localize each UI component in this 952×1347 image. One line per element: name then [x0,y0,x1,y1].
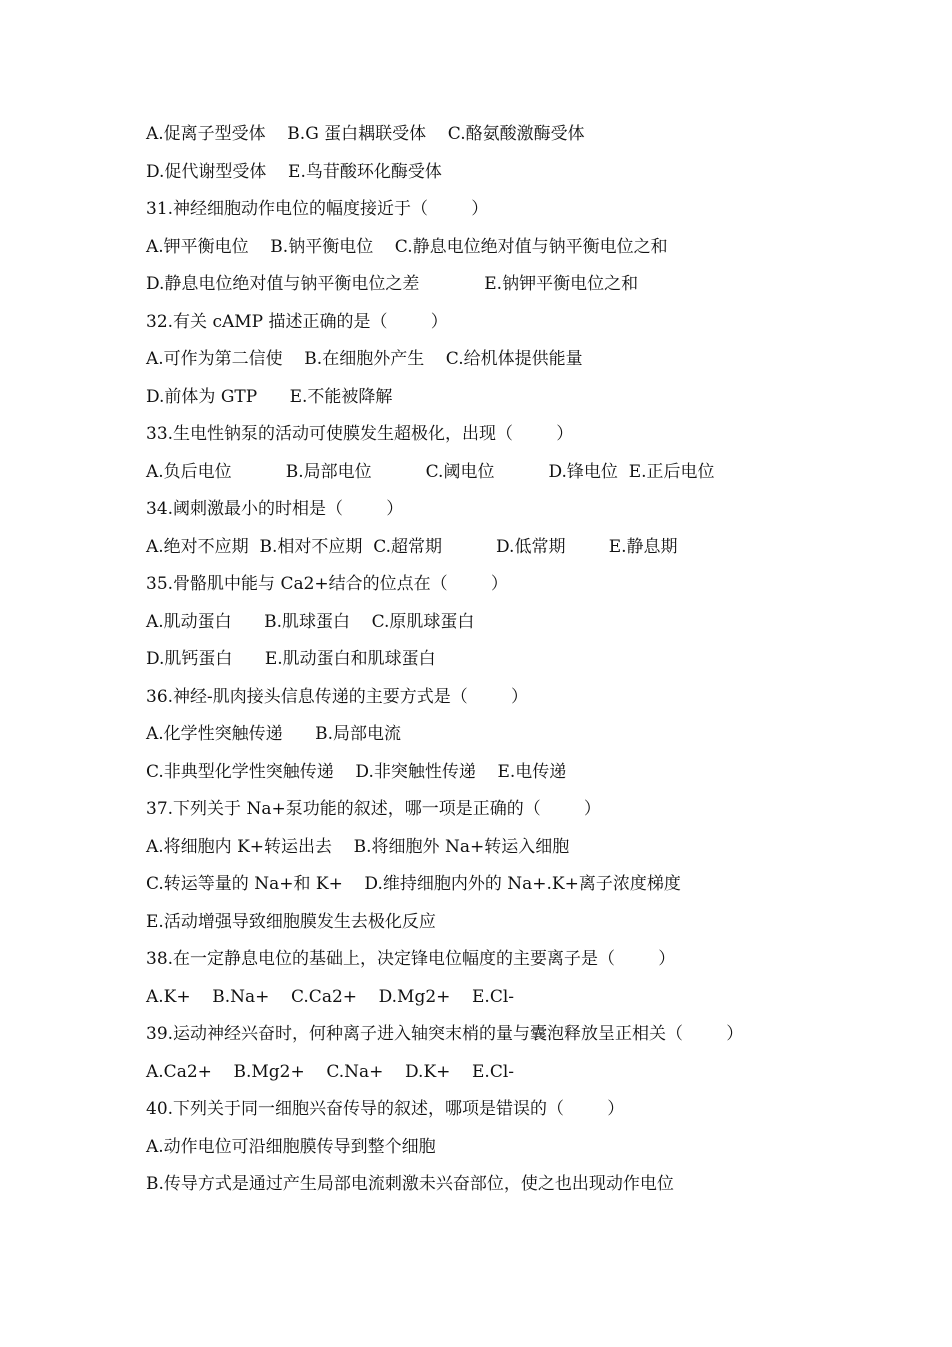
q40-option-a: A.动作电位可沿细胞膜传导到整个细胞 [146,1136,436,1157]
q32-options-line-2: D.前体为 GTP E.不能被降解 [146,386,393,407]
q30-options-line-1: A.促离子型受体 B.G 蛋白耦联受体 C.酪氨酸激酶受体 [146,124,585,144]
q38-stem: 38.在一定静息电位的基础上，决定锋电位幅度的主要离子是（ ） [146,949,676,969]
q39-stem: 39.运动神经兴奋时，何种离子进入轴突末梢的量与囊泡释放呈正相关（ ） [146,1024,744,1044]
q35-stem: 35.骨骼肌中能与 Ca2+结合的位点在（ ） [146,574,508,594]
q39-options: A.Ca2+ B.Mg2+ C.Na+ D.K+ E.Cl- [146,1061,515,1082]
q37-options-line-3: E.活动增强导致细胞膜发生去极化反应 [146,911,436,932]
q31-stem: 31.神经细胞动作电位的幅度接近于（ ） [146,199,489,219]
q40-option-b: B.传导方式是通过产生局部电流刺激未兴奋部位，使之也出现动作电位 [146,1174,674,1194]
q40-stem: 40.下列关于同一细胞兴奋传导的叙述，哪项是错误的（ ） [146,1099,625,1119]
q33-stem: 33.生电性钠泵的活动可使膜发生超极化，出现（ ） [146,424,574,444]
q35-options-line-2: D.肌钙蛋白 E.肌动蛋白和肌球蛋白 [146,649,436,669]
q37-options-line-2: C.转运等量的 Na+和 K+ D.维持细胞内外的 Na+.K+离子浓度梯度 [146,874,681,894]
q36-options-line-2: C.非典型化学性突触传递 D.非突触性传递 E.电传递 [146,761,567,782]
question-text-block [146,116,826,1204]
q32-stem: 32.有关 cAMP 描述正确的是（ ） [146,311,448,332]
q30-options-line-2: D.促代谢型受体 E.鸟苷酸环化酶受体 [146,161,442,182]
q38-options: A.K+ B.Na+ C.Ca2+ D.Mg2+ E.Cl- [146,986,515,1007]
q31-options-line-1: A.钾平衡电位 B.钠平衡电位 C.静息电位绝对值与钠平衡电位之和 [146,236,668,257]
q36-stem: 36.神经-肌肉接头信息传递的主要方式是（ ） [146,686,529,707]
q37-options-line-1: A.将细胞内 K+转运出去 B.将细胞外 Na+转运入细胞 [146,836,570,857]
q34-options: A.绝对不应期 B.相对不应期 C.超常期 D.低常期 E.静息期 [146,536,678,557]
q35-options-line-1: A.肌动蛋白 B.肌球蛋白 C.原肌球蛋白 [146,611,475,632]
q37-stem: 37.下列关于 Na+泵功能的叙述，哪一项是正确的（ ） [146,799,601,819]
q32-options-line-1: A.可作为第二信使 B.在细胞外产生 C.给机体提供能量 [146,349,583,369]
q36-options-line-1: A.化学性突触传递 B.局部电流 [146,724,401,744]
q33-options: A.负后电位 B.局部电位 C.阈电位 D.锋电位 E.正后电位 [146,461,715,482]
q34-stem: 34.阈刺激最小的时相是（ ） [146,499,404,519]
q31-options-line-2: D.静息电位绝对值与钠平衡电位之差 E.钠钾平衡电位之和 [146,274,639,294]
